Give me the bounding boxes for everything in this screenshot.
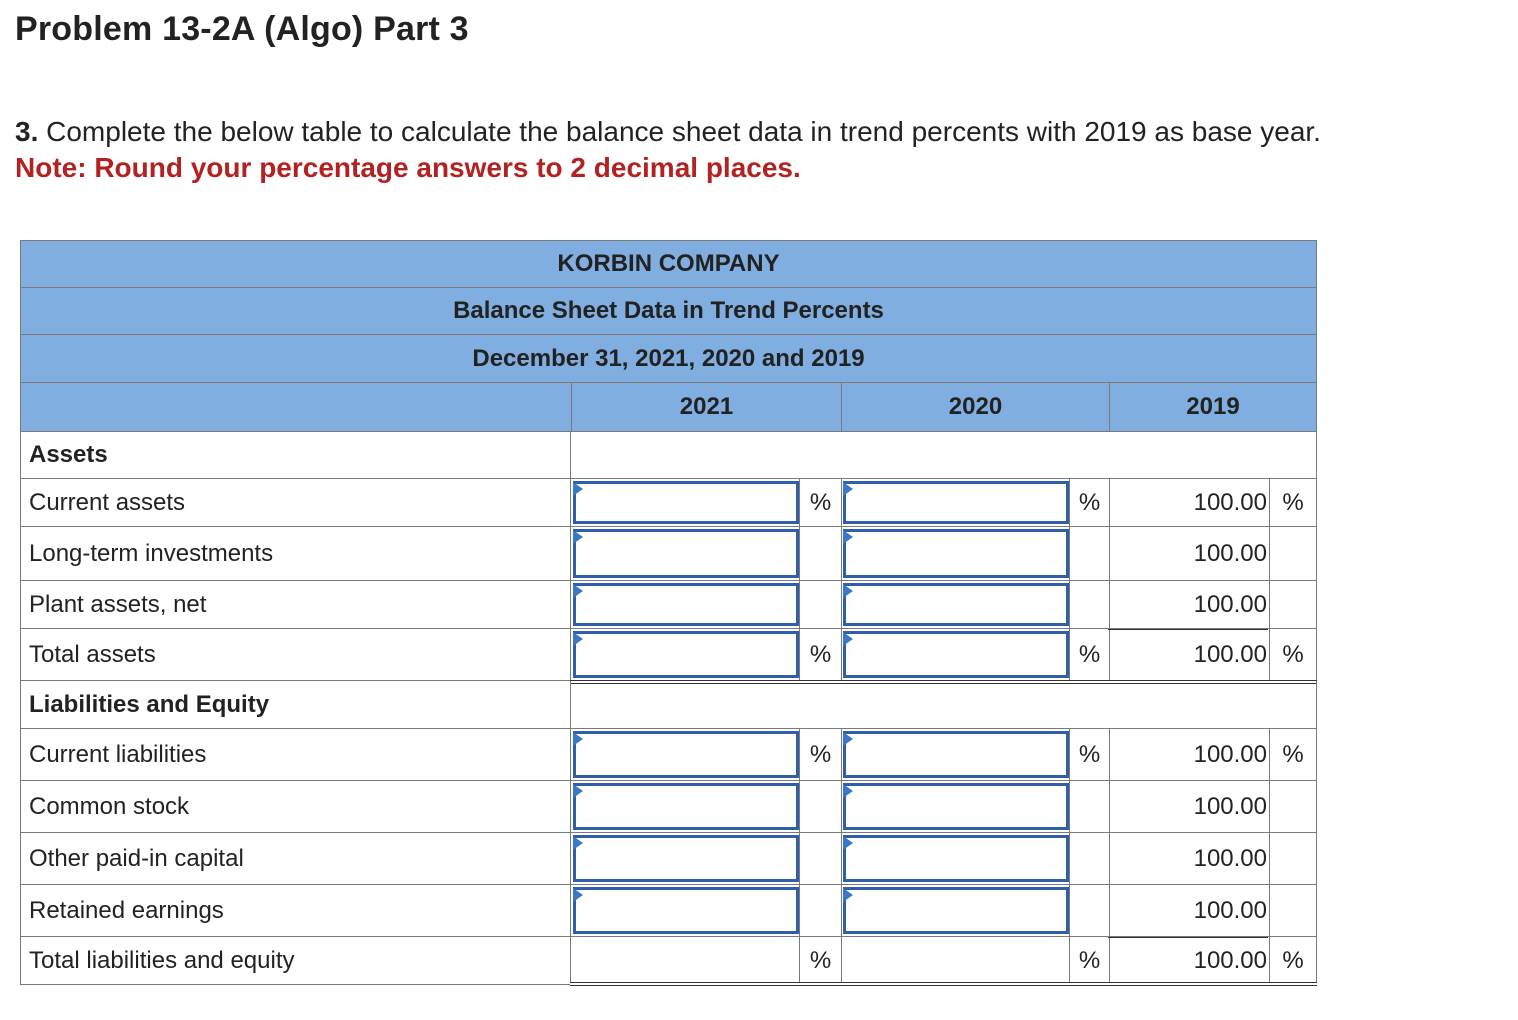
base-value-2019: 100.00	[1193, 896, 1267, 924]
table-row	[20, 479, 1317, 527]
total-double-rule	[570, 982, 1317, 986]
instruction-number: 3.	[15, 116, 39, 147]
current-liabilities-2020-input[interactable]	[843, 731, 1069, 778]
long-term-investments-2020-input[interactable]	[843, 529, 1069, 578]
base-value-2019: 100.00	[1193, 792, 1267, 820]
plant-assets-2021-input[interactable]	[573, 583, 799, 626]
row-label: Plant assets, net	[21, 581, 571, 628]
base-value-2019: 100.00	[1193, 844, 1267, 872]
percent-sign: %	[1078, 946, 1101, 974]
row-label: Other paid-in capital	[21, 833, 571, 884]
subtotal-rule	[1108, 937, 1268, 938]
row-label: Total liabilities and equity	[21, 937, 571, 984]
base-value-2019: 100.00	[1193, 488, 1267, 516]
percent-sign: %	[809, 740, 832, 768]
percent-sign: %	[1282, 946, 1304, 974]
year-2019-header: 2019	[1109, 383, 1316, 431]
table-row	[20, 527, 1317, 581]
year-2020-header: 2020	[841, 383, 1109, 431]
base-value-2019: 100.00	[1193, 590, 1267, 618]
statement-header: Balance Sheet Data in Trend Percents	[20, 287, 1317, 335]
base-value-2019: 100.00	[1193, 740, 1267, 768]
row-label: Long-term investments	[21, 527, 571, 580]
other-paid-in-capital-2020-input[interactable]	[843, 835, 1069, 882]
total-assets-2021-input[interactable]	[573, 631, 799, 678]
page-title: Problem 13-2A (Algo) Part 3	[15, 10, 469, 48]
instruction-text: Complete the below table to calculate the balance sheet data in trend percents with 2019 as base year.	[46, 116, 1321, 147]
base-value-2019: 100.00	[1193, 640, 1267, 668]
trend-table	[20, 240, 1317, 986]
retained-earnings-2021-input[interactable]	[573, 887, 799, 934]
base-value-2019: 100.00	[1193, 946, 1267, 974]
row-label: Current liabilities	[21, 729, 571, 780]
long-term-investments-2021-input[interactable]	[573, 529, 799, 578]
rounding-note: Note: Round your percentage answers to 2 decimal places.	[15, 152, 801, 183]
year-2021-header: 2021	[571, 383, 841, 431]
section-label-assets: Assets	[21, 431, 571, 478]
common-stock-2021-input[interactable]	[573, 783, 799, 830]
table-row	[20, 781, 1317, 833]
current-liabilities-2021-input[interactable]	[573, 731, 799, 778]
table-row	[20, 729, 1317, 781]
row-label: Common stock	[21, 781, 571, 832]
subtotal-rule	[1108, 629, 1268, 630]
assets-section-row	[20, 431, 1317, 479]
percent-sign: %	[809, 488, 832, 516]
table-row	[20, 581, 1317, 629]
percent-sign: %	[1282, 640, 1304, 668]
liabilities-section-row	[20, 681, 1317, 729]
table-row	[20, 885, 1317, 937]
table-row	[20, 937, 1317, 985]
common-stock-2020-input[interactable]	[843, 783, 1069, 830]
current-assets-2021-input[interactable]	[573, 481, 799, 524]
table-row	[20, 833, 1317, 885]
plant-assets-2020-input[interactable]	[843, 583, 1069, 626]
base-value-2019: 100.00	[1193, 539, 1267, 567]
row-label: Current assets	[21, 479, 571, 526]
company-header: KORBIN COMPANY	[20, 240, 1317, 288]
percent-sign: %	[1282, 488, 1304, 516]
retained-earnings-2020-input[interactable]	[843, 887, 1069, 934]
percent-sign: %	[809, 640, 832, 668]
percent-sign: %	[1078, 488, 1101, 516]
section-label-liabilities: Liabilities and Equity	[21, 681, 571, 728]
period-header: December 31, 2021, 2020 and 2019	[20, 334, 1317, 383]
percent-sign: %	[1078, 640, 1101, 668]
row-label: Retained earnings	[21, 885, 571, 936]
percent-sign: %	[1282, 740, 1304, 768]
current-assets-2020-input[interactable]	[843, 481, 1069, 524]
year-header-row	[20, 382, 1317, 432]
row-label: Total assets	[21, 629, 571, 680]
table-row	[20, 629, 1317, 681]
total-assets-2020-input[interactable]	[843, 631, 1069, 678]
other-paid-in-capital-2021-input[interactable]	[573, 835, 799, 882]
percent-sign: %	[1078, 740, 1101, 768]
instruction	[15, 114, 1321, 150]
percent-sign: %	[809, 946, 832, 974]
